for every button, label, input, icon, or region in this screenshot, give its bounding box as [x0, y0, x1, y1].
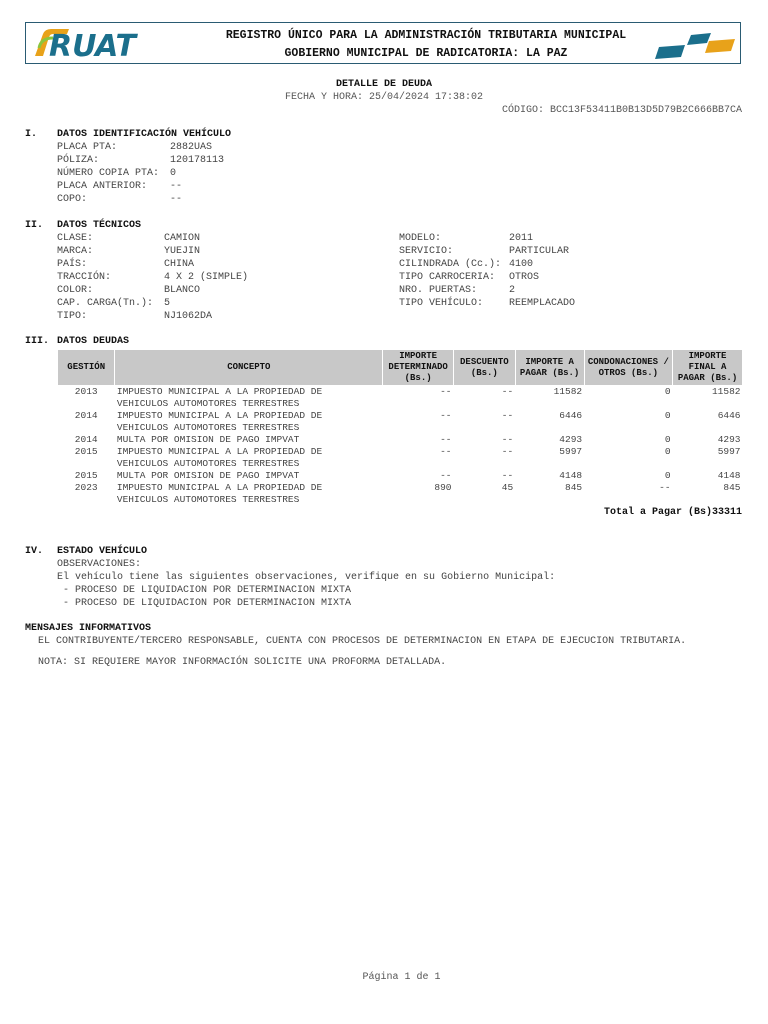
- field-value: 120178113: [170, 155, 225, 166]
- debt-table: [57, 349, 743, 506]
- field-value: 2011: [509, 233, 534, 244]
- field-value: 4100: [509, 259, 534, 270]
- field-label: SERVICIO:: [399, 246, 454, 257]
- field-value: 2882UAS: [170, 142, 213, 153]
- section4-title: ESTADO VEHÍCULO: [57, 546, 148, 557]
- page-number: Página 1 de 1: [362, 972, 441, 983]
- col-descuento: DESCUENTO (Bs.): [454, 350, 516, 386]
- observation-item: - PROCESO DE LIQUIDACION POR DETERMINACION MIXTA: [63, 598, 352, 609]
- field-label: MODELO:: [399, 233, 442, 244]
- table-row: [58, 446, 743, 470]
- section3-title: DATOS DEUDAS: [57, 336, 130, 347]
- field-label: NÚMERO COPIA PTA:: [57, 168, 160, 179]
- field-value: --: [170, 194, 183, 205]
- col-concepto: CONCEPTO: [115, 350, 383, 386]
- concept-line: IMPUESTO MUNICIPAL A LA PROPIEDAD DE: [116, 410, 323, 421]
- document-header: [25, 22, 741, 64]
- field-label: TRACCIÓN:: [57, 272, 112, 283]
- total-label: Total a Pagar (Bs): [604, 507, 713, 518]
- field-value: NJ1062DA: [164, 311, 213, 322]
- field-value: 0: [170, 168, 177, 179]
- field-label: PLACA ANTERIOR:: [57, 181, 148, 192]
- cell-gestion: 2013: [74, 386, 98, 397]
- cell-concepto: [115, 482, 383, 506]
- cell-importe-a-pagar: 5997: [559, 446, 583, 457]
- cell-importe-final: 845: [723, 482, 741, 493]
- table-row: [58, 470, 743, 482]
- total-value: 33311: [712, 507, 743, 518]
- field-value: CAMION: [164, 233, 201, 244]
- field-value: 5: [164, 298, 171, 309]
- cell-descuento: --: [501, 434, 514, 445]
- observation-item: - PROCESO DE LIQUIDACION POR DETERMINACION MIXTA: [63, 585, 352, 596]
- table-row: [58, 482, 743, 506]
- section4-number: IV.: [25, 546, 44, 557]
- table-row: [58, 434, 743, 446]
- concept-line: VEHICULOS AUTOMOTORES TERRESTRES: [116, 398, 300, 409]
- observations-text: El vehículo tiene las siguientes observaciones, verifique en su Gobierno Municipal:: [57, 572, 556, 583]
- cell-importe-determinado: --: [440, 386, 452, 397]
- cell-gestion: 2015: [74, 470, 98, 481]
- field-value: --: [170, 181, 183, 192]
- cell-gestion: 2023: [74, 482, 98, 493]
- field-label: TIPO VEHÍCULO:: [399, 298, 484, 309]
- concept-line: IMPUESTO MUNICIPAL A LA PROPIEDAD DE: [116, 482, 323, 493]
- cell-importe-a-pagar: 11582: [553, 386, 583, 397]
- field-label: CLASE:: [57, 233, 94, 244]
- header-title-line2: GOBIERNO MUNICIPAL DE RADICATORIA: LA PAZ: [284, 47, 568, 60]
- brand-stripes-icon: [655, 27, 737, 59]
- cell-importe-final: 5997: [717, 446, 741, 457]
- cell-descuento: --: [501, 470, 514, 481]
- table-row: [58, 386, 743, 411]
- field-label: TIPO CARROCERIA:: [399, 272, 496, 283]
- cell-gestion: 2014: [74, 410, 98, 421]
- cell-condonaciones: 0: [664, 410, 671, 421]
- field-label: COLOR:: [57, 285, 94, 296]
- cell-concepto: [115, 470, 383, 482]
- cell-importe-a-pagar: 4293: [559, 434, 583, 445]
- cell-importe-determinado: --: [440, 446, 452, 457]
- concept-line: VEHICULOS AUTOMOTORES TERRESTRES: [116, 494, 300, 505]
- document-datetime: FECHA Y HORA: 25/04/2024 17:38:02: [284, 92, 484, 103]
- document-code: CÓDIGO: BCC13F53411B0B13D5D79B2C666BB7CA: [501, 105, 742, 116]
- section3-number: III.: [25, 336, 50, 347]
- field-label: PAÍS:: [57, 259, 88, 270]
- cell-importe-determinado: --: [440, 434, 452, 445]
- field-value: BLANCO: [164, 285, 201, 296]
- field-label: COPO:: [57, 194, 88, 205]
- cell-concepto: [115, 410, 383, 434]
- concept-line: MULTA POR OMISION DE PAGO IMPVAT: [116, 434, 300, 445]
- cell-importe-determinado: --: [440, 410, 452, 421]
- svg-text:RUAT: RUAT: [49, 29, 136, 60]
- cell-gestion: 2015: [74, 446, 98, 457]
- cell-importe-a-pagar: 6446: [559, 410, 583, 421]
- field-value: YUEJIN: [164, 246, 201, 257]
- col-importe-final: IMPORTE FINAL A PAGAR (Bs.): [673, 350, 743, 386]
- field-label: MARCA:: [57, 246, 94, 257]
- observations-label: OBSERVACIONES:: [57, 559, 142, 570]
- field-label: CAP. CARGA(Tn.):: [57, 298, 154, 309]
- cell-condonaciones: 0: [664, 470, 671, 481]
- cell-concepto: [115, 446, 383, 470]
- section2-title: DATOS TÉCNICOS: [57, 220, 142, 231]
- col-condonaciones: CONDONACIONES / OTROS (Bs.): [584, 350, 672, 386]
- concept-line: MULTA POR OMISION DE PAGO IMPVAT: [116, 470, 300, 481]
- field-value: 2: [509, 285, 516, 296]
- cell-concepto: [115, 386, 383, 411]
- cell-gestion: 2014: [74, 434, 98, 445]
- note-line: NOTA: SI REQUIERE MAYOR INFORMACIÓN SOLICITE UNA PROFORMA DETALLADA.: [38, 657, 447, 668]
- field-value: REEMPLACADO: [509, 298, 576, 309]
- cell-condonaciones: 0: [664, 386, 671, 397]
- concept-line: VEHICULOS AUTOMOTORES TERRESTRES: [116, 422, 300, 433]
- field-label: TIPO:: [57, 311, 88, 322]
- cell-importe-final: 11582: [711, 386, 741, 397]
- field-label: CILINDRADA (Cc.):: [399, 259, 502, 270]
- header-title-line1: REGISTRO ÚNICO PARA LA ADMINISTRACIÓN TRIBUTARIA MUNICIPAL: [225, 29, 627, 42]
- cell-importe-final: 4293: [717, 434, 741, 445]
- concept-line: VEHICULOS AUTOMOTORES TERRESTRES: [116, 458, 300, 469]
- concept-line: IMPUESTO MUNICIPAL A LA PROPIEDAD DE: [116, 446, 323, 457]
- section2-number: II.: [25, 220, 44, 231]
- section1-number: I.: [25, 129, 38, 140]
- col-importe-determinado: IMPORTE DETERMINADO (Bs.): [383, 350, 454, 386]
- cell-condonaciones: 0: [664, 434, 671, 445]
- cell-descuento: 45: [501, 482, 514, 493]
- cell-importe-final: 6446: [717, 410, 741, 421]
- cell-condonaciones: --: [659, 482, 671, 493]
- field-value: 4 X 2 (SIMPLE): [164, 272, 249, 283]
- field-label: NRO. PUERTAS:: [399, 285, 478, 296]
- field-value: CHINA: [164, 259, 195, 270]
- cell-importe-final: 4148: [717, 470, 741, 481]
- document-title: DETALLE DE DEUDA: [335, 79, 432, 90]
- field-label: PÓLIZA:: [57, 155, 100, 166]
- cell-condonaciones: 0: [664, 446, 671, 457]
- cell-importe-a-pagar: 4148: [559, 470, 583, 481]
- debt-table-header: [58, 350, 743, 386]
- field-value: PARTICULAR: [509, 246, 570, 257]
- field-label: PLACA PTA:: [57, 142, 118, 153]
- cell-descuento: --: [501, 410, 514, 421]
- concept-line: IMPUESTO MUNICIPAL A LA PROPIEDAD DE: [116, 386, 323, 397]
- messages-title: MENSAJES INFORMATIVOS: [25, 623, 152, 634]
- cell-descuento: --: [501, 446, 514, 457]
- cell-concepto: [115, 434, 383, 446]
- ruat-logo: [29, 26, 159, 60]
- message-line: EL CONTRIBUYENTE/TERCERO RESPONSABLE, CUENTA CON PROCESOS DE DETERMINACION EN ETAPA DE EJECUCION TRIBUTARIA.: [38, 636, 687, 647]
- col-gestion: GESTIÓN: [58, 350, 115, 386]
- table-row: [58, 410, 743, 434]
- field-value: OTROS: [509, 272, 540, 283]
- col-importe-a-pagar: IMPORTE A PAGAR (Bs.): [515, 350, 584, 386]
- cell-descuento: --: [501, 386, 514, 397]
- cell-importe-determinado: --: [440, 470, 452, 481]
- section1-title: DATOS IDENTIFICACIÓN VEHÍCULO: [57, 129, 232, 140]
- cell-importe-determinado: 890: [434, 482, 452, 493]
- cell-importe-a-pagar: 845: [565, 482, 583, 493]
